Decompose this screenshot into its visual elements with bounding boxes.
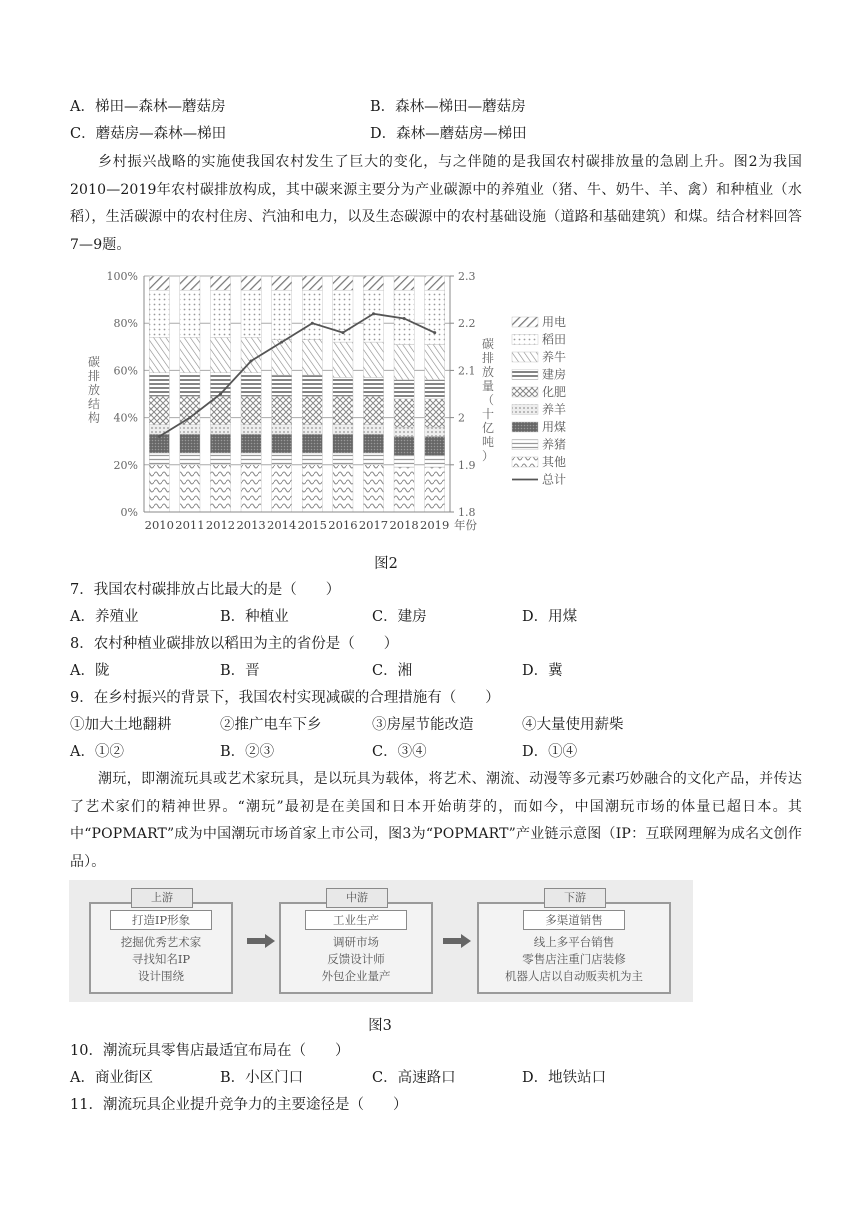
bar-segment: [394, 276, 414, 290]
bar-segment: [363, 290, 383, 342]
total-line-point: [341, 331, 344, 334]
bar-segment: [272, 425, 292, 434]
x-axis-label: 年份: [454, 518, 477, 532]
x-tick-label: 2015: [297, 518, 327, 532]
y-left-tick-label: 40%: [113, 411, 138, 425]
bar-segment: [394, 399, 414, 427]
bar-segment: [241, 290, 261, 337]
flow-stage-upstream-head: 上游: [131, 888, 193, 908]
arrow-right-icon: [443, 934, 471, 948]
q10-stem: 10．潮流玩具零售店最适宜布局在（ ）: [70, 1043, 350, 1059]
y-right-axis-label: 碳: [481, 337, 495, 351]
flow-line: 线上多平台销售: [533, 935, 615, 949]
q11-stem: 11．潮流玩具企业提升竞争力的主要途径是（ ）: [70, 1097, 408, 1113]
total-line-point: [403, 317, 406, 320]
bar-segment: [425, 455, 445, 467]
legend-label: 养羊: [542, 402, 567, 417]
x-tick-label: 2014: [267, 518, 297, 532]
bar-segment: [149, 453, 169, 465]
flow-stage-midstream: [279, 891, 433, 994]
bar-segment: [394, 344, 414, 379]
arrow-right-icon: [247, 934, 275, 948]
bar-segment: [425, 290, 445, 344]
flow-stage-upstream-body: [91, 934, 231, 985]
bar-segment: [333, 377, 353, 396]
legend-label: 其他: [542, 455, 567, 469]
legend-label: 建房: [542, 367, 567, 382]
y-left-axis-label: 放: [87, 383, 101, 397]
bar-segment: [241, 453, 261, 465]
bar-segment: [210, 465, 230, 512]
legend-swatch: [512, 370, 538, 380]
y-right-tick-label: 2.2: [458, 317, 476, 331]
q7-option-c: C．建房: [372, 609, 427, 625]
q8-options: [70, 658, 810, 684]
q6-option-c: C．蘑菇房—森林—梯田: [70, 126, 227, 142]
bar-segment: [210, 453, 230, 465]
bar-segment: [363, 342, 383, 377]
y-right-tick-label: 1.9: [458, 458, 476, 472]
bar-segment: [363, 377, 383, 396]
y-right-tick-label: 2: [458, 411, 465, 425]
legend-label: 总计: [542, 472, 567, 487]
total-line-point: [280, 341, 283, 344]
y-right-axis-label: （: [481, 393, 495, 407]
bar-segment: [272, 276, 292, 290]
legend-label: 化肥: [542, 385, 567, 399]
y-left-axis-label: 排: [87, 369, 101, 383]
total-line-point: [158, 435, 161, 438]
q8-stem: 8．农村种植业碳排放以稻田为主的省份是（ ）: [70, 636, 399, 652]
x-tick-label: 2018: [389, 518, 419, 532]
y-left-tick-label: 60%: [113, 364, 138, 378]
q10-options: [70, 1065, 810, 1091]
bar-segment: [302, 453, 322, 465]
legend-label: 养猪: [542, 437, 567, 452]
q10-option-d: D．地铁站口: [522, 1070, 607, 1086]
flow-stage-downstream-title: 多渠道销售: [523, 910, 625, 930]
bar-segment: [241, 465, 261, 512]
q9-item-4: ④大量使用薪柴: [522, 717, 624, 733]
bar-segment: [333, 425, 353, 434]
bar-segment: [302, 276, 322, 290]
y-right-axis-label: 排: [481, 351, 495, 365]
q6-options-row-1: [70, 94, 810, 120]
q8-option-d: D．冀: [522, 663, 563, 679]
material-popmart-paragraph: 潮玩，即潮流玩具或艺术家玩具，是以玩具为载体，将艺术、潮流、动漫等多元素巧妙融合的文化产品，并传达了艺术家们的精神世界。“潮玩”最初是在美国和日本开始萌芽的，而如今，中国潮玩市场的体量已超日本。其中“POPMART”成为中国潮玩市场首家上市公司，图3为“POPMART”产业链示意图（IP：互联网理解为成名文创作品）。: [70, 771, 802, 870]
q9-stem: 9．在乡村振兴的背景下，我国农村实现减碳的合理措施有（ ）: [70, 690, 500, 706]
bar-segment: [149, 396, 169, 424]
bar-segment: [425, 436, 445, 455]
q6-option-a: A．梯田—森林—蘑菇房: [70, 99, 226, 115]
bar-segment: [210, 276, 230, 290]
material-carbon-paragraph: 乡村振兴战略的实施使我国农村发生了巨大的变化，与之伴随的是我国农村碳排放量的急剧上升。图2为我国2010—2019年农村碳排放构成，其中碳来源主要分为产业碳源中的养殖业（猪、牛、奶牛、羊、禽）和种植业（水稻），生活碳源中的农村住房、汽油和电力，以及生态碳源中的农村基础设施（道路和基础建筑）和煤。结合材料回答7—9题。: [70, 154, 802, 253]
flow-line: 设计围绕: [138, 969, 184, 983]
y-left-axis-label: 碳: [87, 355, 101, 369]
legend-label: 用电: [542, 315, 567, 329]
q8-option-a: A．陇: [70, 663, 110, 679]
x-tick-label: 2012: [205, 518, 236, 532]
total-line-point: [250, 359, 253, 362]
flow-stage-upstream-title: 打造IP形象: [110, 910, 212, 930]
bar-segment: [149, 276, 169, 290]
y-left-tick-label: 80%: [113, 317, 138, 331]
flow-stage-midstream-body: [281, 934, 431, 985]
bar-segment: [302, 290, 322, 340]
bar-segment: [210, 290, 230, 337]
bar-segment: [180, 276, 200, 290]
x-tick-label: 2016: [328, 518, 358, 532]
bar-segment: [394, 436, 414, 455]
flow-stage-downstream: [477, 891, 671, 994]
figure2-caption: 图2: [374, 556, 398, 572]
total-line-point: [433, 331, 436, 334]
y-right-axis-label: 量: [481, 379, 495, 393]
x-tick-label: 2013: [236, 518, 266, 532]
bar-segment: [272, 465, 292, 512]
legend-swatch: [512, 387, 538, 397]
bar-segment: [333, 276, 353, 290]
bar-segment: [180, 396, 200, 424]
q6-option-d: D．森林—蘑菇房—梯田: [370, 126, 527, 142]
bar-segment: [333, 434, 353, 453]
q9-option-c: C．③④: [372, 744, 427, 760]
figure2-chart: [82, 262, 602, 542]
legend-swatch: [512, 405, 538, 415]
bar-segment: [425, 427, 445, 436]
y-left-tick-label: 100%: [106, 270, 138, 283]
q8-option-c: C．湘: [372, 663, 413, 679]
legend-label: 用煤: [542, 420, 567, 434]
y-right-axis-label: 吨: [481, 435, 495, 449]
q7-options: [70, 604, 810, 630]
bar-segment: [210, 396, 230, 424]
bar-segment: [149, 373, 169, 397]
y-right-axis-label: 十: [481, 407, 495, 421]
bar-segment: [363, 276, 383, 290]
bar-segment: [272, 453, 292, 465]
legend-label: 养牛: [542, 350, 567, 364]
bar-segment: [302, 425, 322, 434]
flow-stage-midstream-title: 工业生产: [305, 910, 407, 930]
y-right-axis-label: 放: [481, 365, 495, 379]
bar-segment: [180, 425, 200, 434]
q9-options: [70, 739, 810, 765]
bar-segment: [302, 465, 322, 512]
total-line-point: [188, 416, 191, 419]
bar-segment: [363, 396, 383, 424]
legend-label: 稻田: [542, 332, 567, 347]
y-left-axis-label: 结: [87, 397, 101, 411]
bar-segment: [425, 399, 445, 427]
bar-segment: [272, 375, 292, 396]
flow-stage-downstream-head: 下游: [544, 888, 606, 908]
q10-option-c: C．高速路口: [372, 1070, 456, 1086]
q7-stem: 7．我国农村碳排放占比最大的是（ ）: [70, 582, 341, 598]
bar-segment: [425, 380, 445, 399]
q9-item-2: ②推广电车下乡: [220, 717, 322, 733]
y-right-axis-label: 亿: [481, 421, 495, 435]
bar-segment: [425, 467, 445, 512]
total-line-point: [372, 312, 375, 315]
q9-option-b: B．②③: [220, 744, 275, 760]
x-tick-label: 2017: [358, 518, 389, 532]
bar-segment: [363, 453, 383, 465]
bar-segment: [302, 375, 322, 396]
figure3-flow-diagram: [69, 880, 693, 1002]
x-tick-label: 2011: [175, 518, 205, 532]
q10-option-b: B．小区门口: [220, 1070, 304, 1086]
bar-segment: [363, 425, 383, 434]
bar-segment: [241, 425, 261, 434]
bar-segment: [394, 380, 414, 399]
flow-line: 机器人店以自动贩卖机为主: [505, 969, 643, 983]
bar-segment: [333, 453, 353, 465]
bar-segment: [425, 344, 445, 379]
bar-segment: [302, 340, 322, 375]
legend-swatch: [512, 440, 538, 450]
bar-segment: [241, 276, 261, 290]
flow-line: 零售店注重门店装修: [522, 952, 626, 966]
q9-option-d: D．①④: [522, 744, 578, 760]
y-left-tick-label: 0%: [120, 506, 138, 519]
legend-swatch: [512, 317, 538, 327]
bar-segment: [394, 467, 414, 512]
bar-segment: [180, 465, 200, 512]
total-line-point: [219, 393, 222, 396]
x-tick-label: 2019: [420, 518, 450, 532]
bar-segment: [272, 290, 292, 340]
flow-line: 反馈设计师: [327, 952, 385, 966]
bar-segment: [272, 340, 292, 375]
q6-option-b: B．森林—梯田—蘑菇房: [370, 99, 526, 115]
bar-segment: [333, 465, 353, 512]
flow-line: 寻找知名IP: [131, 952, 191, 966]
y-right-tick-label: 2.3: [458, 270, 476, 283]
bar-segment: [180, 453, 200, 465]
bar-segment: [363, 434, 383, 453]
bar-segment: [210, 434, 230, 453]
y-right-tick-label: 2.1: [458, 364, 476, 378]
y-right-axis-label: ）: [481, 449, 495, 463]
bar-segment: [241, 434, 261, 453]
legend-swatch: [512, 457, 538, 467]
flow-stage-downstream-body: [479, 934, 669, 985]
y-right-tick-label: 1.8: [458, 506, 476, 519]
flow-stage-upstream: [89, 891, 233, 994]
x-tick-label: 2010: [144, 518, 174, 532]
bar-segment: [272, 396, 292, 424]
bar-segment: [180, 373, 200, 397]
bar-segment: [333, 290, 353, 342]
flow-line: 调研市场: [333, 935, 379, 949]
flow-stage-midstream-head: 中游: [326, 888, 388, 908]
bar-segment: [363, 465, 383, 512]
legend-swatch: [512, 422, 538, 432]
bar-segment: [425, 276, 445, 290]
y-left-axis-label: 构: [87, 411, 101, 425]
legend-swatch: [512, 335, 538, 345]
bar-segment: [180, 337, 200, 372]
q9-item-1: ①加大土地翻耕: [70, 717, 172, 733]
bar-segment: [210, 425, 230, 434]
flow-line: 挖掘优秀艺术家: [120, 935, 202, 949]
bar-segment: [210, 337, 230, 372]
bar-segment: [241, 396, 261, 424]
q7-option-b: B．种植业: [220, 609, 289, 625]
bar-segment: [180, 290, 200, 337]
y-left-tick-label: 20%: [113, 458, 138, 472]
bar-segment: [302, 434, 322, 453]
bar-segment: [241, 373, 261, 397]
bar-segment: [149, 465, 169, 512]
bar-segment: [272, 434, 292, 453]
q9-item-3: ③房屋节能改造: [372, 717, 474, 733]
bar-segment: [394, 427, 414, 436]
q7-option-a: A．养殖业: [70, 609, 139, 625]
bar-segment: [333, 396, 353, 424]
q10-option-a: A．商业街区: [70, 1070, 153, 1086]
legend-swatch: [512, 352, 538, 362]
q9-option-a: A．①②: [70, 744, 124, 760]
q9-items: [70, 712, 810, 738]
bar-segment: [394, 455, 414, 467]
bar-segment: [149, 337, 169, 372]
q8-option-b: B．晋: [220, 663, 260, 679]
q6-options-row-2: [70, 121, 810, 147]
flow-line: 外包企业量产: [321, 969, 391, 983]
bar-segment: [149, 290, 169, 337]
bar-segment: [180, 434, 200, 453]
total-line-point: [311, 322, 314, 325]
bar-segment: [333, 342, 353, 377]
figure3-caption: 图3: [368, 1018, 392, 1034]
bar-segment: [302, 396, 322, 424]
q7-option-d: D．用煤: [522, 609, 578, 625]
